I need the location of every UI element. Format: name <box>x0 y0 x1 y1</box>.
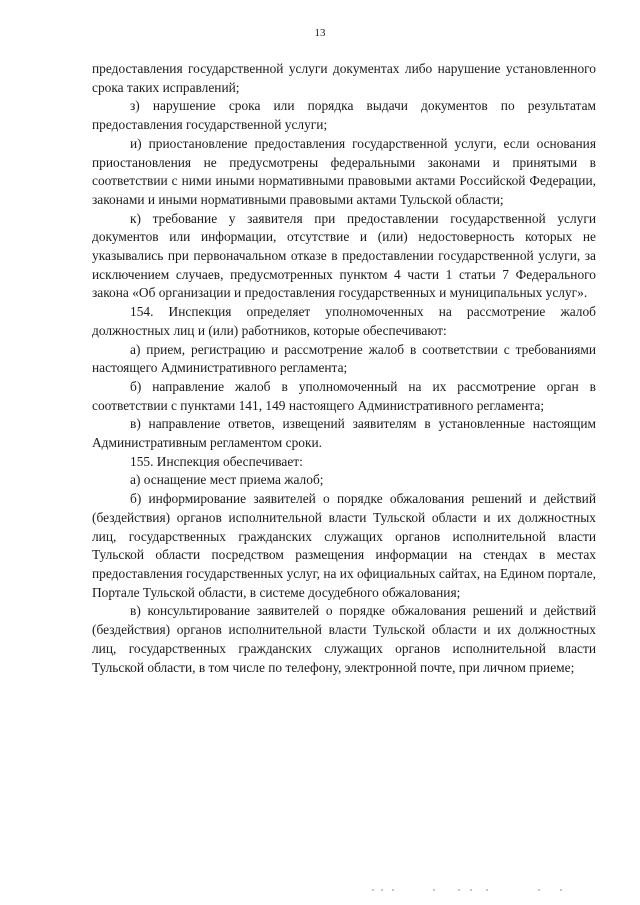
scan-dot <box>560 889 562 891</box>
paragraph-154-v: в) направление ответов, извещений заявителям в установленные настоящим Административным регламентом сроки. <box>92 416 596 451</box>
paragraph-155: 155. Инспекция обеспечивает: <box>130 453 303 469</box>
paragraph-154-b: б) направление жалоб в уполномоченный на их рассмотрение орган в соответствии с пунктами 141, 149 настоящего Административного регламента; <box>92 378 596 413</box>
scan-dot <box>381 889 383 891</box>
paragraph-155-v: в) консультирование заявителей о порядке обжалования решений и действий (бездействия) органов исполнительной власти Тульской области и их должностных лиц, государственных гражданских служащих органов исполнительной власти Тульской области, в том числе по телефону, электронной почте, при личном приеме; <box>92 603 596 675</box>
page-number: 13 <box>314 27 326 39</box>
paragraph-154: 154. Инспекция определяет уполномоченных на рассмотрение жалоб должностных лиц и (или) работников, которые обеспечивают: <box>92 304 596 338</box>
paragraph-item-k: к) требование у заявителя при предоставлении государственной услуги документов или информации, отсутствие и (или) недостоверность которых не указывались при первоначальном отказе в предоставлении государственной услуги, за исключением случаев, предусмотренных пунктом 4 части 1 статьи 7 Федерального закона «Об организации и предоставления государственных и муниципальных услуг». <box>92 210 596 301</box>
scan-dot <box>538 889 540 891</box>
document-body <box>92 60 596 677</box>
paragraph-item-z: з) нарушение срока или порядка выдачи документов по результатам предоставления государственной услуги; <box>92 98 596 133</box>
scan-dot <box>470 889 472 891</box>
paragraph-continuation: предоставления государственной услуги документах либо нарушение установленного срока таких исправлений; <box>92 61 596 95</box>
scan-dot <box>458 889 460 891</box>
paragraph-155-b: б) информирование заявителей о порядке обжалования решений и действий (бездействия) органов исполнительной власти Тульской области и их должностных лиц, государственных гражданских служащих органов исполнительной власти Тульской области посредством размещения информации на стендах в местах предоставления государственных услуг, на их официальных сайтах, на Едином портале, Портале Тульской области, в системе досудебного обжалования; <box>92 491 596 600</box>
scan-dot <box>433 889 435 891</box>
scan-noise <box>0 889 640 895</box>
paragraph-155-a: а) оснащение мест приема жалоб; <box>130 472 324 488</box>
scan-dot <box>372 889 374 891</box>
scan-dot <box>392 889 394 891</box>
paragraph-item-i: и) приостановление предоставления государственной услуги, если основания приостановления не предусмотрены федеральными законами и принятыми в соответствии с ними иными нормативными правовыми актами Российской Федерации, законами и иными нормативными правовыми актами Тульской области; <box>92 135 596 207</box>
scan-dot <box>486 889 488 891</box>
paragraph-154-a: а) прием, регистрацию и рассмотрение жалоб в соответствии с требованиями настоящего Административного регламента; <box>92 341 596 376</box>
